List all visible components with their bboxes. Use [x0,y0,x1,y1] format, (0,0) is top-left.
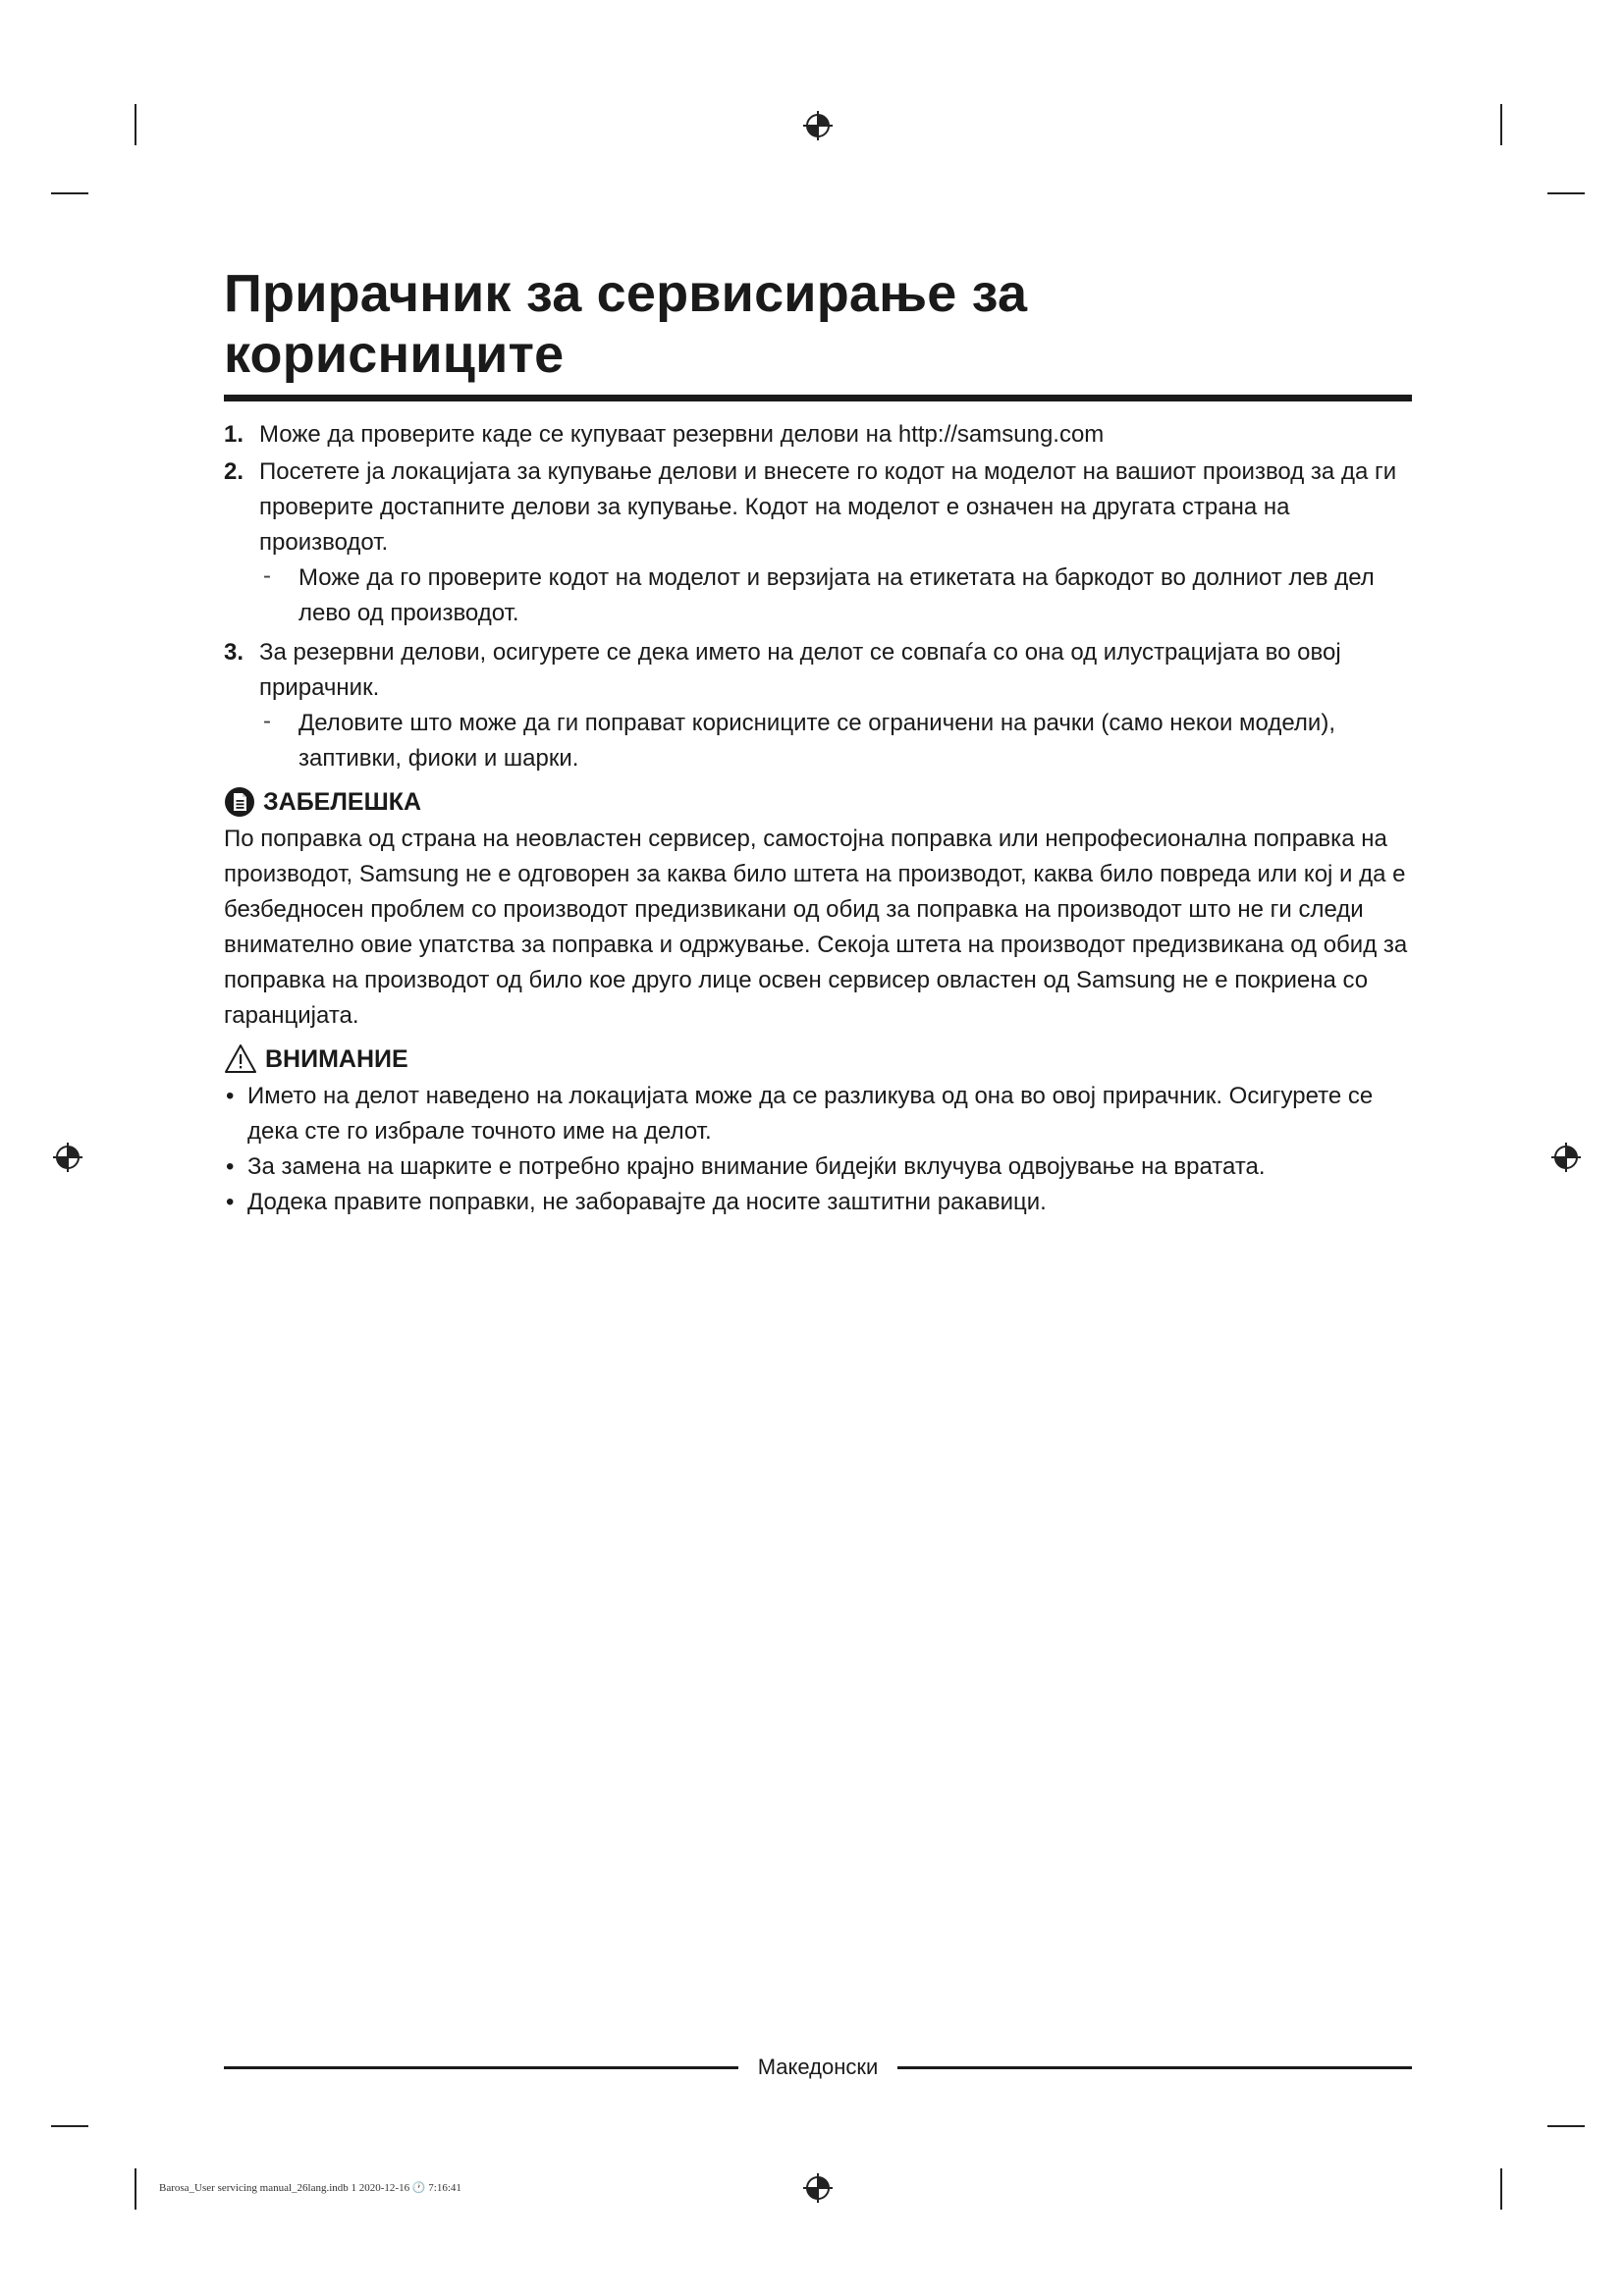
crop-mark [135,104,136,145]
caution-item-text: Додека правите поправки, не заборавајте да носите заштитни ракавици. [247,1189,1047,1215]
crop-mark [1500,104,1502,145]
page-title [224,263,1412,395]
crop-mark [51,2125,88,2127]
page-title-line1: Прирачник за сервисирање за [224,264,1028,323]
crop-mark [1500,2168,1502,2210]
note-heading-text: ЗАБЕЛЕШКА [263,788,422,816]
print-slug: Barosa_User servicing manual_26lang.indb 1 2020-12-16 🕐 7:16:41 [159,2182,461,2194]
note-heading [224,784,1412,820]
caution-item-text: Името на делот наведено на локацијата може да се разликува од она во овој прирачник. Осигурете се дека сте го избрале точното име на делот. [247,1083,1374,1145]
step-text: Може да проверите каде се купуваат резервни делови на http://samsung.com [259,421,1105,448]
caution-item-text: За замена на шарките е потребно крајно внимание бидејќи вклучува одвојување на вратата. [247,1153,1266,1180]
title-divider [224,395,1412,401]
sub-item [259,561,1412,631]
sub-item-text: Може да го проверите кодот на моделот и верзијата на етикетата на баркодот во долниот лев дел лево од производот. [298,564,1375,626]
note-text: По поправка од страна на неовластен сервисер, самостојна поправка или непрофесионална поправка на производот, Samsung не е одговорен за каква било штета на производот, каква било повреда или кој и да е безбедносен проблем со производот предизвикани од обид за поправка на производот што не ги следи внимателно овие упатства за поправка и одржување. Секоја штета на производот предизвикана од обид за поправка на производот од било кое друго лице освен сервисер овластен од Samsung не е покриена со гаранцијата. [224,826,1408,1029]
page-title-line2: корисниците [224,325,565,384]
footer-rule-left [224,2066,738,2069]
step-text: Посетете ја локацијата за купување делови и внесете го кодот на моделот на вашиот производ за да ги проверите достапните делови за купување. Кодот на моделот е означен на другата страна на производот. [259,458,1397,556]
caution-heading [224,1041,1412,1077]
crop-mark [135,2168,136,2210]
caution-heading-text: ВНИМАНИЕ [265,1045,408,1073]
footer-language: Македонски [757,2055,879,2079]
sub-item [259,706,1412,776]
main-content [224,263,1412,1220]
sub-list [259,706,1412,776]
step-number: 2. [224,458,244,485]
caution-item [224,1185,1412,1220]
step-number: 1. [224,421,244,448]
step-number: 3. [224,639,244,666]
registration-mark-icon [51,1141,84,1174]
bullet-marker: • [226,1153,235,1180]
crop-mark [1547,2125,1585,2127]
bullet-marker: • [226,1189,235,1215]
dash-marker: - [263,562,271,589]
step-item [224,454,1412,631]
crop-mark [51,192,88,194]
step-text: За резервни делови, осигурете се дека името на делот се совпаѓа со она од илустрацијата во овој прирачник. [259,639,1341,701]
registration-mark-icon [801,109,835,142]
crop-mark [1547,192,1585,194]
registration-mark-icon [801,2171,835,2205]
warning-triangle-icon [224,1043,257,1075]
step-item [224,417,1412,453]
footer-rule-right [897,2066,1412,2069]
caution-item [224,1079,1412,1149]
caution-item [224,1149,1412,1185]
registration-mark-icon [1549,1141,1583,1174]
note-icon [224,786,255,818]
sub-item-text: Деловите што може да ги поправат корисниците се ограничени на рачки (само некои модели), заптивки, фиоки и шарки. [298,710,1335,772]
steps-list [224,417,1412,776]
page-footer [224,2048,1412,2087]
dash-marker: - [263,708,271,734]
bullet-marker: • [226,1083,235,1109]
caution-list [224,1079,1412,1220]
sub-list [259,561,1412,631]
step-item [224,635,1412,776]
body-text [224,417,1412,1220]
